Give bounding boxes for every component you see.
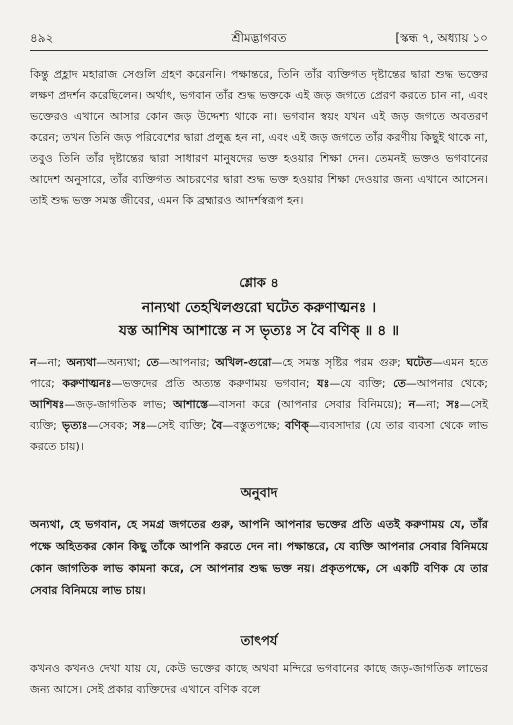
- synonym-term: সঃ: [446, 398, 460, 411]
- synonym-term: ন: [408, 398, 416, 411]
- synonym-meaning: আপনার: [169, 356, 206, 369]
- synonym-meaning: জড়-জাগতিক লাভ: [75, 398, 163, 411]
- running-title: শ্রীমদ্ভাগবত: [231, 31, 287, 45]
- synonym-meaning: না: [426, 398, 436, 411]
- synonym-term: যঃ: [317, 377, 330, 390]
- synonym-term: অন্যথা: [66, 356, 97, 369]
- synonym-term: ঘটেত: [406, 356, 432, 369]
- synonym-term: বৈ: [211, 419, 223, 432]
- verse-line-1: নান্যথা তেহখিলগুরো ঘটেত করুণাত্মনঃ ।: [141, 300, 377, 316]
- synonym-meaning: বাসনা করে (আপনার সেবার বিনিময়ে): [219, 398, 399, 411]
- synonym-term: আশিষঃ: [30, 398, 65, 411]
- synonym-meaning: এমন হতে পারে: [30, 356, 488, 390]
- synonym-meaning: ভক্তদের প্রতি অত্যন্ত করুণাময় ভগবান: [122, 377, 306, 390]
- synonym-term: করুণাত্মনঃ: [62, 377, 112, 390]
- page-header: [30, 30, 488, 50]
- synonym-meaning: বস্তুতপক্ষে: [233, 419, 277, 432]
- synonyms-paragraph: ন—না; অন্যথা—অন্যথা; তে—আপনার; অখিল-গুরো—হে সমস্ত সৃষ্টির পরম গুরু; ঘটেত—এমন হতে পারে; করুণাত্মনঃ—ভক্তদের প্রতি অত্যন্ত করুণাময় ভগবান; যঃ—যে ব্যক্তি; তে—আপনার থেকে; আশিষঃ—জড়-জাগতিক লাভ; আশাস্তে—বাসনা করে (আপনার সেবার বিনিময়ে); ন—না; সঃ—সেই ব্যক্তি; ভৃত্যঃ—সেবক; সঃ—সেই ব্যক্তি; বৈ—বস্তুতপক্ষে; বণিক্—ব্যবসাদার (যে তার ব্যবসা থেকে লাভ করতে চায়)।: [30, 356, 489, 453]
- synonym-meaning: আপনার থেকে: [416, 377, 485, 390]
- synonym-term: আশাস্তে: [173, 398, 209, 411]
- page-number: ৪৯২: [30, 31, 54, 45]
- synonym-term: ন: [30, 356, 37, 369]
- synonym-term: তে: [146, 356, 159, 369]
- synonym-term: অখিল-গুরো: [215, 356, 272, 369]
- shloka-heading: শ্লোক ৪: [239, 276, 279, 291]
- synonym-meaning: সেই ব্যক্তি: [30, 398, 489, 432]
- synonym-meaning: অন্যথা: [107, 356, 137, 369]
- synonym-term: ভৃত্যঃ: [62, 419, 88, 432]
- purport-text: কখনও কখনও দেখা যায় যে, কেউ ভক্তের কাছে অথবা মন্দিরে ভগবানের কাছে জড়-জাগতিক লাভের জন্য আসে। সেই প্রকার ব্যক্তিদের এখানে বণিক বলে: [30, 662, 488, 696]
- translation-text: অন্যথা, হে ভগবান, হে সমগ্র জগতের গুরু, আপনি আপনার ভক্তের প্রতি এতই করুণাময় যে, তাঁর পক্ষে অহিতকর কোন কিছু তাঁকে আপনি করতে দেন না। পক্ষান্তরে, যে ব্যক্তি আপনার সেবার বিনিময়ে কোন জাগতিক লাভ কামনা করে, সে আপনার শুদ্ধ ভক্ত নয়। প্রকৃতপক্ষে, সে একটি বণিক যে তার সেবার বিনিময়ে লাভ চায়।: [30, 518, 488, 597]
- chapter-reference: [স্কন্ধ ৭, অধ্যায় ১০: [395, 31, 488, 45]
- synonym-term: সঃ: [132, 419, 147, 432]
- synonym-term: বণিক্: [285, 419, 309, 432]
- verse-line-2: যস্ত আশিষ আশাস্তে ন স ভৃত্যঃ স বৈ বণিক্ ॥ ৪ ॥: [118, 323, 400, 339]
- synonym-meaning: সেবক: [98, 419, 125, 432]
- synonym-meaning: না: [47, 356, 58, 369]
- synonym-meaning: সেই ব্যক্তি: [157, 419, 203, 432]
- synonym-meaning: হে সমস্ত সৃষ্টির পরম গুরু: [282, 356, 398, 369]
- translation-heading: অনুবাদ: [240, 486, 278, 501]
- purport-heading: তাৎপর্য: [240, 634, 278, 649]
- header-rule: [30, 50, 488, 51]
- intro-paragraph: কিন্তু প্রহ্লাদ মহারাজ সেগুলি গ্রহণ করেননি। পক্ষান্তরে, তিনি তাঁর ব্যক্তিগত দৃষ্টান্তের দ্বারা শুদ্ধ ভক্তের লক্ষণ প্রদর্শন করেছিলেন। অর্থাৎ, ভগবান তাঁর শুদ্ধ ভক্তকে এই জড় জগতে প্রেরণ করতে চান না, এবং ভক্তেরও এখানে আসার কোন জড় উদ্দেশ্য থাকে না। ভগবান স্বয়ং যখন এই জড় জগতে অবতরণ করেন; তখন তিনি জড় পরিবেশের দ্বারা প্রলুব্ধ হন না, এবং এই জড় জগতে তাঁর করণীয় কিছুই থাকে না, তবুও তিনি তাঁর দৃষ্টান্তের দ্বারা সাধারণ মানুষদের ভক্ত হওয়ার শিক্ষা দেন। তেমনই ভক্তও ভগবানের আদেশ অনুসারে, তাঁর ব্যক্তিগত আচরণের দ্বারা শুদ্ধ ভক্ত হওয়ার শিক্ষা দেওয়ার জন্য এখানে আসেন। তাই শুদ্ধ ভক্ত সমস্ত জীবের, এমন কি ব্রহ্মারও আদর্শস্বরূপ হন।: [30, 68, 488, 207]
- synonym-term: তে: [393, 377, 406, 390]
- synonym-meaning: ব্যবসাদার (যে তার ব্যবসা থেকে লাভ করতে চায়): [30, 419, 489, 453]
- synonym-meaning: যে ব্যক্তি: [340, 377, 382, 390]
